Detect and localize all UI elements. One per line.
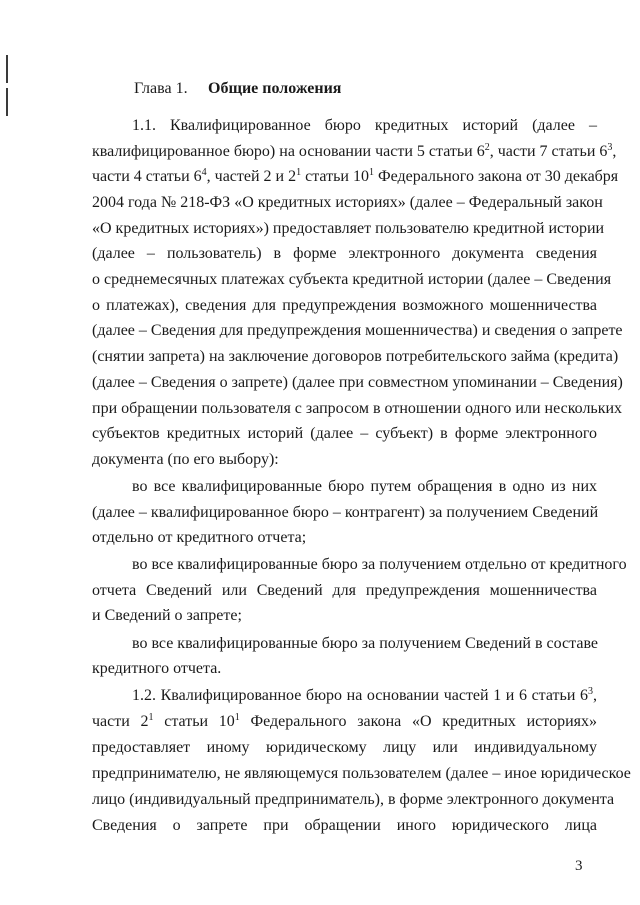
text-line: во все квалифицированные бюро путем обращения в одно из них bbox=[132, 478, 597, 495]
text-line: 2004 года № 218-ФЗ «О кредитных историях» (далее – Федеральный закон bbox=[92, 194, 603, 211]
chapter-heading bbox=[134, 80, 341, 98]
text-line: Сведения о запрете при обращении иного юридического лица bbox=[92, 817, 597, 834]
text-line: при обращении пользователя с запросом в отношении одного или нескольких bbox=[92, 400, 623, 417]
text-line: (далее – квалифицированное бюро – контрагент) за получением Сведений bbox=[92, 504, 599, 521]
text-line: (далее – Сведения о запрете) (далее при совместном упоминании – Сведения) bbox=[92, 374, 623, 391]
text-line: кредитного отчета. bbox=[92, 660, 222, 677]
text-line: 1.1. Квалифицированное бюро кредитных историй (далее – bbox=[132, 117, 597, 134]
scan-margin-mark bbox=[6, 88, 8, 116]
text-line: лицо (индивидуальный предприниматель), в форме электронного документа bbox=[92, 791, 615, 808]
text-line: о платежах), сведения для предупреждения возможного мошенничества bbox=[92, 297, 597, 314]
text-line: и Сведений о запрете; bbox=[92, 607, 242, 624]
text-line: квалифицированное бюро) на основании части 5 статьи $6^2$, части 7 статьи $6^3$, bbox=[92, 142, 617, 160]
text-line: предоставляет иному юридическому лицу или индивидуальному bbox=[92, 739, 597, 756]
text-line: документа (по его выбору): bbox=[92, 451, 279, 468]
text-line: предпринимателю, не являющемуся пользователем (далее – иное юридическое bbox=[92, 765, 631, 782]
chapter-number: Глава 1. bbox=[134, 80, 188, 97]
text-line: (снятии запрета) на заключение договоров потребительского займа (кредита) bbox=[92, 348, 619, 365]
text-line: части $2^1$ статьи $10^1$ Федерального закона «О кредитных историях» bbox=[92, 712, 597, 730]
chapter-title: Общие положения bbox=[208, 80, 342, 97]
page-number: 3 bbox=[575, 858, 583, 874]
text-line: отдельно от кредитного отчета; bbox=[92, 529, 307, 546]
scan-margin-mark bbox=[6, 55, 8, 83]
text-line: (далее – Сведения для предупреждения мошенничества) и сведения о запрете bbox=[92, 322, 623, 339]
text-line: (далее – пользователь) в форме электронного документа сведения bbox=[92, 245, 597, 262]
text-line: субъектов кредитных историй (далее – субъект) в форме электронного bbox=[92, 425, 597, 442]
text-line: части 4 статьи $6^4$, частей 2 и $2^1$ статьи $10^1$ Федерального закона от 30 декабря bbox=[92, 167, 619, 185]
text-line: 1.2. Квалифицированное бюро на основании частей 1 и 6 статьи $6^3$, bbox=[132, 686, 597, 704]
text-line: о среднемесячных платежах субъекта кредитной истории (далее – Сведения bbox=[92, 271, 612, 288]
text-line: «О кредитных историях») предоставляет пользователю кредитной истории bbox=[92, 220, 605, 237]
text-line: отчета Сведений или Сведений для предупреждения мошенничества bbox=[92, 582, 597, 599]
text-line: во все квалифицированные бюро за получением Сведений в составе bbox=[132, 635, 598, 652]
text-line: во все квалифицированные бюро за получением отдельно от кредитного bbox=[132, 556, 627, 573]
